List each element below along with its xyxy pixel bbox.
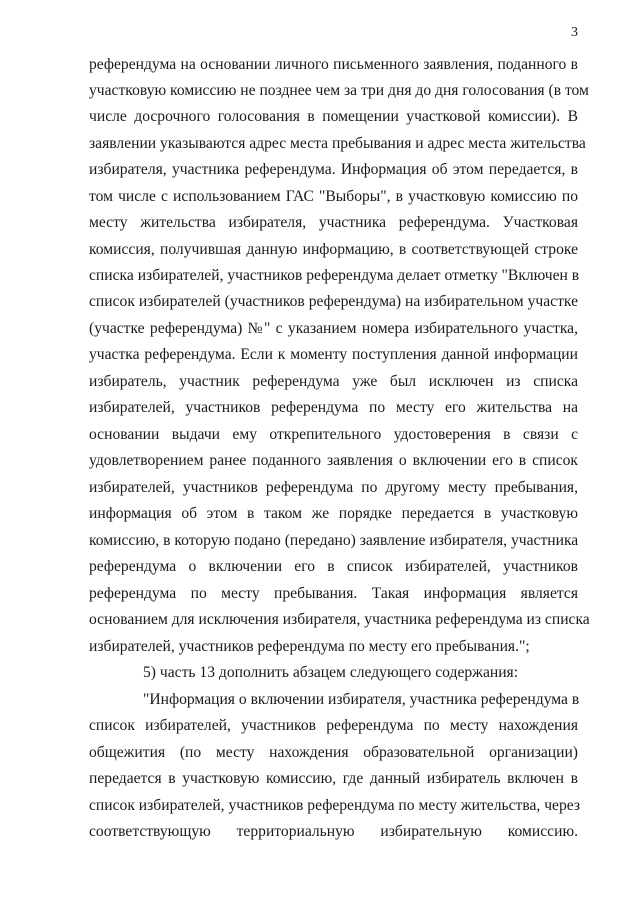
text-line: основании выдачи ему открепительного удостоверения в связи с [89,426,578,443]
text-line: референдума на основании личного письменного заявления, поданного в [89,56,578,73]
text-line: общежития (по месту нахождения образовательной организации) [89,744,578,761]
text-line: списка избирателей, участников референдума делает отметку "Включен в [89,267,580,284]
text-line: месту жительства избирателя, участника референдума. Участковая [89,214,578,231]
page-number: 3 [571,25,578,40]
text-line: избирателей, участников референдума по месту его пребывания."; [89,638,530,655]
text-line: избиратель, участник референдума уже был исключен из списка [89,373,578,390]
quote-first-line: "Информация о включении избирателя, участника референдума в [143,691,580,708]
text-line: соответствующую территориальную избирательную комиссию. [89,823,578,840]
text-line: информация об этом в таком же порядке передается в участковую [89,505,578,522]
text-line: избирателей, участников референдума по другому месту пребывания, [89,479,578,496]
text-line: участка референдума. Если к моменту поступления данной информации [89,346,578,363]
text-line: числе досрочного голосования в помещении участковой комиссии). В [89,108,578,125]
text-line: заявлении указываются адрес места пребывания и адрес места жительства [89,135,586,152]
text-line: том числе с использованием ГАС "Выборы", в участковую комиссию по [89,188,578,205]
text-line: избирателей, участников референдума по месту его жительства на [89,399,578,416]
text-line: список избирателей, участников референдума по месту нахождения [89,717,578,734]
text-line: основанием для исключения избирателя, участника референдума из списка [89,611,590,628]
text-line: референдума о включении его в список избирателей, участников [89,558,578,575]
text-line: удовлетворением ранее поданного заявления о включении его в список [89,452,578,469]
text-line: референдума по месту пребывания. Такая информация является [89,585,578,602]
list-item-line: 5) часть 13 дополнить абзацем следующего содержания: [143,664,519,681]
text-line: передается в участковую комиссию, где данный избиратель включен в [89,770,578,787]
text-line: (участке референдума) №" с указанием номера избирательного участка, [89,320,578,337]
text-line: участковую комиссию не позднее чем за три дня до дня голосования (в том [89,82,589,99]
text-line: список избирателей (участников референдума) на избирательном участке [89,293,578,310]
text-line: комиссию, в которую подано (передано) заявление избирателя, участника [89,532,579,549]
text-line: список избирателей, участников референдума по месту жительства, через [89,797,581,814]
text-line: избирателя, участника референдума. Информация об этом передается, в [89,161,578,178]
text-line: комиссия, получившая данную информацию, в соответствующей строке [89,241,578,258]
